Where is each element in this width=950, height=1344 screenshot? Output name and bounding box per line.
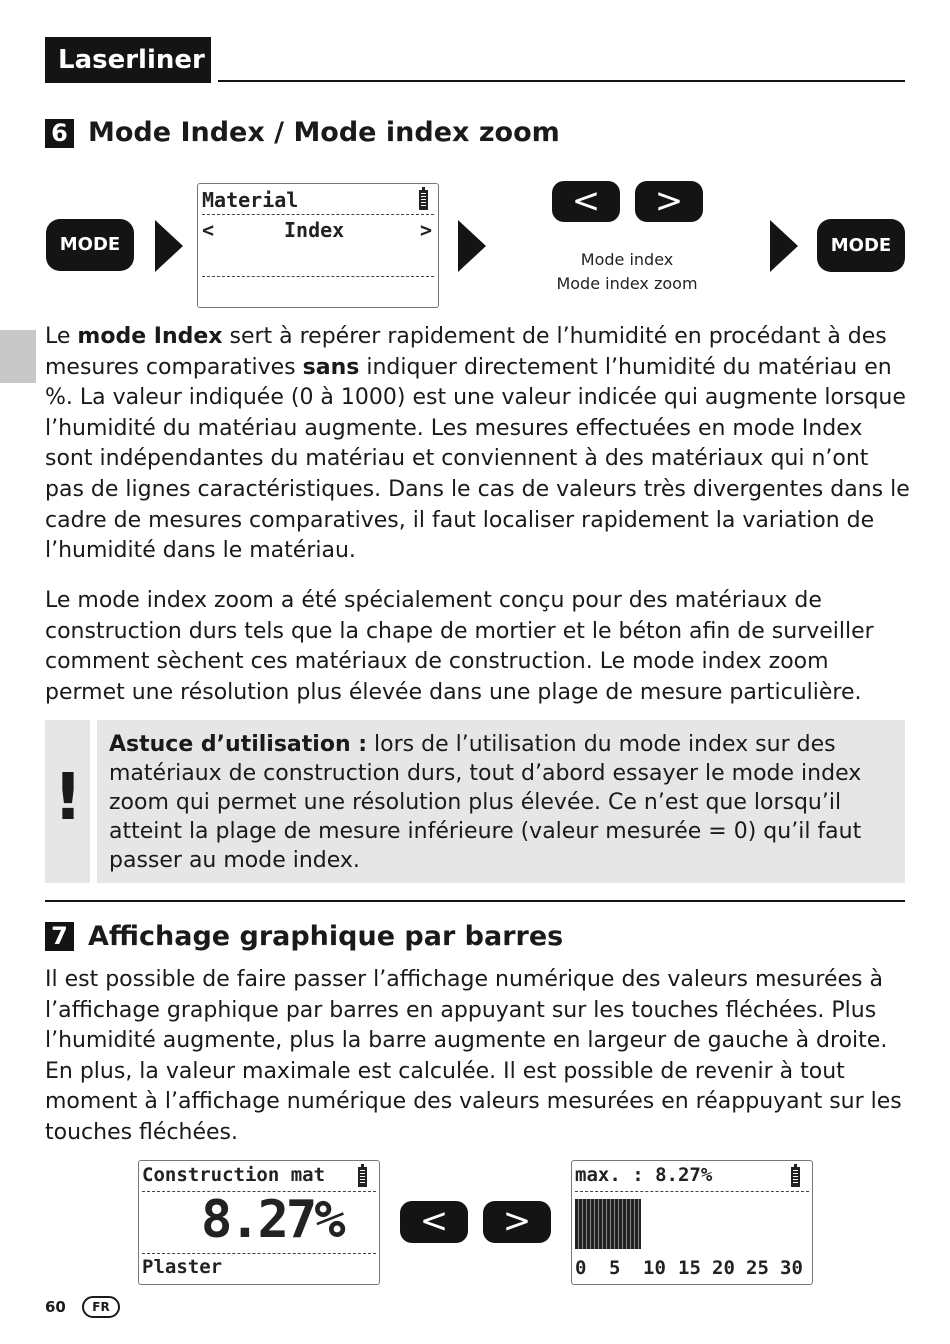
scale-label: 30 xyxy=(780,1257,803,1279)
paragraph-mode-index xyxy=(45,322,910,567)
lcd-bar-graph-display xyxy=(571,1160,813,1285)
scale-label: 5 xyxy=(609,1257,621,1279)
header-rule xyxy=(218,80,905,82)
lcd-index-mode xyxy=(197,183,439,308)
humidity-bar xyxy=(575,1199,641,1249)
caption-mode-index-zoom: Mode index zoom xyxy=(556,274,698,293)
lcd-line-index: Index xyxy=(284,218,345,242)
lcd-line-material: Material xyxy=(202,188,299,212)
bar-scale xyxy=(575,1257,809,1281)
arrow-right-key: > xyxy=(483,1201,551,1243)
lcd-divider xyxy=(142,1253,376,1254)
para1-bold-mode-index: mode Index xyxy=(77,324,223,349)
lcd-left-chevron: < xyxy=(202,218,215,242)
lcd-divider xyxy=(202,214,434,215)
section-7-number: 7 xyxy=(45,922,74,951)
lcd-divider xyxy=(575,1191,809,1192)
lcd-numeric-display xyxy=(138,1160,380,1285)
brand-logo: Laserliner xyxy=(45,37,211,83)
tip-body: lors de l’utilisation du mode index sur des matériaux de construction durs, tout d’abord essayer le mode index zoom qui permet une résolution plus élevée. Ce n’est que lorsqu’il atteint la plage de mesure inférieure (valeur mesurée = 0) qu’il faut passer au mode index. xyxy=(109,732,862,873)
scale-label: 15 xyxy=(678,1257,701,1279)
para1-text-c: indiquer directement l’humidité du matériau en %. La valeur indiquée (0 à 1000) est une valeur indicée qui augmente lorsque l’humidité du matériau augmente. Les mesures effectuées en mode Index sont indépendantes du matériau et conviennent à des matériaux qui n’ont pas de lignes caractéristiques. Dans le cas de valeurs très divergentes dans le cadre de mesures comparatives, il faut localiser rapidement la variation de l’humidité dans le matériau. xyxy=(45,354,910,564)
lcd-measured-value: 8.27% xyxy=(201,1190,343,1250)
para1-text-b: sert à repérer rapidement de l’humidité en procédant à des mesures comparatives xyxy=(45,324,887,380)
caption-mode-index: Mode index xyxy=(580,250,674,269)
flow-arrow-3 xyxy=(770,220,798,272)
mode-key-right: MODE xyxy=(817,219,905,272)
lcd-material-plaster: Plaster xyxy=(142,1256,223,1278)
para1-bold-sans: sans xyxy=(302,354,360,380)
battery-icon xyxy=(419,190,428,210)
mode-key-left: MODE xyxy=(46,219,134,271)
tip-box xyxy=(45,720,905,883)
scale-label: 20 xyxy=(712,1257,735,1279)
lcd-construction-mat: Construction mat xyxy=(142,1164,326,1186)
language-badge: FR xyxy=(82,1296,120,1318)
section-7-title: Affichage graphique par barres xyxy=(88,921,564,952)
section-6-title: Mode Index / Mode index zoom xyxy=(88,117,560,148)
warning-icon: ! xyxy=(53,761,83,835)
arrow-left-key: < xyxy=(400,1201,468,1243)
arrow-right-key: > xyxy=(635,181,703,222)
side-tab-marker xyxy=(0,330,36,383)
battery-icon xyxy=(358,1167,367,1187)
lcd-max-value: max. : 8.27% xyxy=(575,1164,713,1186)
page-number: 60 xyxy=(45,1298,66,1316)
section-6-number: 6 xyxy=(45,119,74,148)
tip-separator xyxy=(90,720,97,883)
paragraph-mode-index-zoom: Le mode index zoom a été spécialement conçu pour des matériaux de construction durs tels que la chape de mortier et le béton afin de surveiller comment sèchent ces matériaux de construction. Le mode index zoom permet une résolution plus élevée dans une plage de mesure particulière. xyxy=(45,588,874,705)
flow-arrow-2 xyxy=(458,220,486,272)
scale-label: 10 xyxy=(643,1257,666,1279)
lcd-divider xyxy=(202,276,434,277)
tip-label: Astuce d’utilisation : xyxy=(109,732,368,757)
lcd-right-chevron: > xyxy=(419,218,432,242)
scale-label: 25 xyxy=(746,1257,769,1279)
paragraph-bar-graph: Il est possible de faire passer l’affichage numérique des valeurs mesurées à l’affichage graphique par barres en appuyant sur les touches fléchées. Plus l’humidité augmente, plus la barre augmente en largeur de gauche à droite. En plus, la valeur maximale est calculée. Il est possible de revenir à tout moment à l’affichage numérique des valeurs mesurées en réappuyant sur les touches fléchées. xyxy=(45,967,902,1145)
para1-text-a: Le xyxy=(45,324,78,349)
tip-text xyxy=(109,730,899,875)
arrow-left-key: < xyxy=(552,181,620,222)
battery-icon xyxy=(791,1167,800,1187)
scale-label: 0 xyxy=(575,1257,587,1279)
flow-arrow-1 xyxy=(155,220,183,272)
section-7-rule xyxy=(45,900,905,902)
